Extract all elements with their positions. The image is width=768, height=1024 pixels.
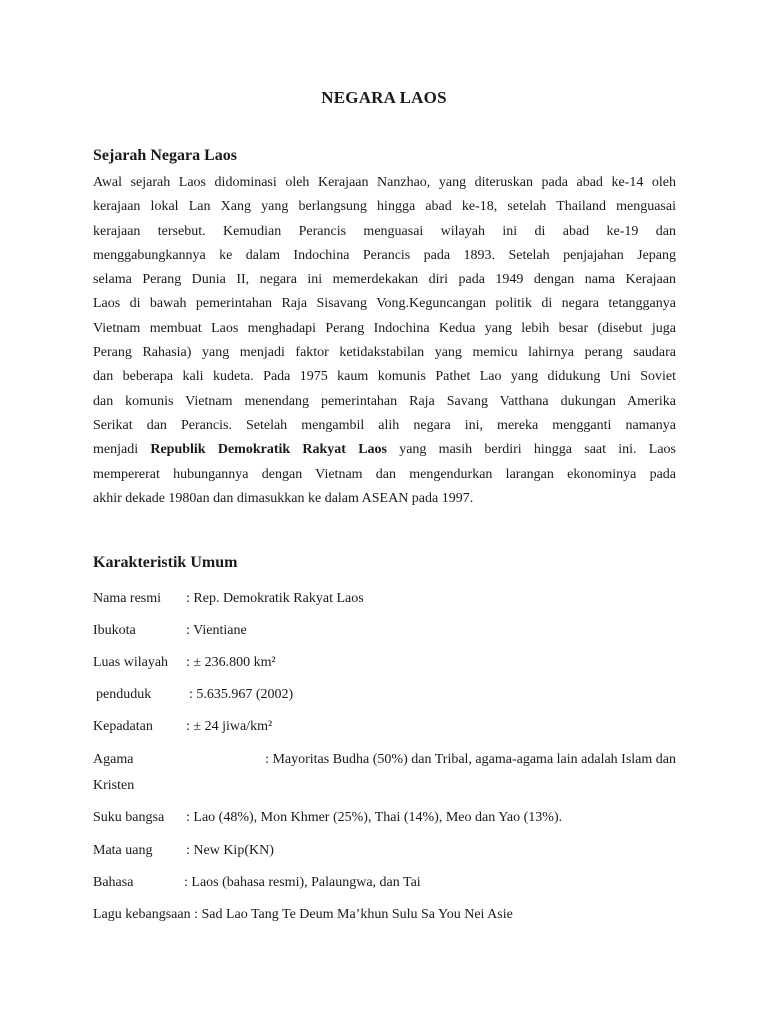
info-row-density xyxy=(93,717,272,737)
info-value: : New Kip(KN) xyxy=(186,843,274,858)
republic-name-bold: Republik Demokratik Rakyat Laos xyxy=(150,442,387,458)
paragraph-line: Serikat dan Perancis. Setelah mengambil alih negara ini, mereka mengganti namanya xyxy=(93,417,676,433)
line-suffix: yang masih berdiri hingga saat ini. Laos xyxy=(386,442,676,458)
info-value: : Sad Lao Tang Te Deum Ma’khun Sulu Sa You Nei Asie xyxy=(190,907,513,922)
paragraph-line: Awal sejarah Laos didominasi oleh Kerajaan Nanzhao, yang diteruskan pada abad ke-14 oleh xyxy=(93,175,676,190)
religion-continuation: Kristen xyxy=(93,778,135,793)
info-label: Mata uang xyxy=(93,843,153,858)
info-label: Agama xyxy=(93,752,134,767)
paragraph-line: Vietnam membuat Laos menghadapi Perang Indochina Kedua yang lebih besar (disebut juga xyxy=(93,320,676,336)
info-row-ethnic-groups xyxy=(93,808,562,828)
info-row-language xyxy=(93,873,421,893)
info-label: Luas wilayah xyxy=(93,655,169,670)
info-value: : Lao (48%), Mon Khmer (25%), Thai (14%), Meo dan Yao (13%). xyxy=(186,810,563,825)
info-row-anthem xyxy=(93,905,513,925)
history-heading: Sejarah Negara Laos xyxy=(93,147,237,164)
document-title: NEGARA LAOS xyxy=(321,88,447,107)
info-row-currency xyxy=(93,841,274,861)
info-value: : ± 24 jiwa/km² xyxy=(186,719,273,734)
paragraph-line: menggabungkannya ke dalam Indochina Perancis pada 1893. Setelah penjajahan Jepang xyxy=(93,247,676,263)
paragraph-line-with-bold xyxy=(93,438,676,462)
paragraph-line: Laos di bawah pemerintahan Raja Sisavang Vong.Keguncangan politik di negara tetangganya xyxy=(93,296,676,312)
line-prefix: menjadi xyxy=(93,442,151,458)
info-value: : Vientiane xyxy=(186,623,247,638)
paragraph-line: dan komunis Vietnam menendang pemerintahan Raja Savang Vatthana dukungan Amerika xyxy=(93,393,676,409)
paragraph-line: akhir dekade 1980an dan dimasukkan ke dalam ASEAN pada 1997. xyxy=(93,490,474,506)
info-value: : 5.635.967 (2002) xyxy=(189,687,294,702)
paragraph-line: dan beberapa kali kudeta. Pada 1975 kaum komunis Pathet Lao yang didukung Uni Soviet xyxy=(93,369,676,385)
info-label: Bahasa xyxy=(93,875,134,890)
paragraph-line: Perang Rahasia) yang menjadi faktor ketidakstabilan yang memicu lahirnya perang saudara xyxy=(93,345,676,361)
info-row-area xyxy=(93,653,276,673)
info-label: penduduk xyxy=(96,687,152,702)
info-row-religion xyxy=(93,750,676,796)
info-label: Kepadatan xyxy=(93,719,153,734)
paragraph-line: kerajaan lokal Lan Xang yang berlangsung hingga abad ke-18, setelah Thailand menguasai xyxy=(93,199,676,215)
info-value: : Rep. Demokratik Rakyat Laos xyxy=(186,591,364,606)
characteristics-heading: Karakteristik Umum xyxy=(93,554,238,571)
info-row-official-name xyxy=(93,589,364,609)
info-row-capital xyxy=(93,621,247,641)
history-paragraph xyxy=(93,171,676,511)
paragraph-line: kerajaan tersebut. Kemudian Perancis menguasai wilayah ini di abad ke-19 dan xyxy=(93,223,676,239)
info-row-population xyxy=(96,685,293,705)
info-label: Ibukota xyxy=(93,623,136,638)
paragraph-line: mempererat hubungannya dengan Vietnam dan mengendurkan larangan ekonominya pada xyxy=(93,466,676,482)
religion-first-line xyxy=(93,750,676,770)
paragraph-line: selama Perang Dunia II, negara ini memerdekakan diri pada 1949 dengan nama Kerajaan xyxy=(93,272,676,288)
info-value: : ± 236.800 km² xyxy=(186,655,276,670)
info-label: Suku bangsa xyxy=(93,810,165,825)
info-value: : Laos (bahasa resmi), Palaungwa, dan Tai xyxy=(184,875,421,890)
info-value: : Mayoritas Budha (50%) dan Tribal, agama-agama lain adalah Islam dan xyxy=(265,752,676,767)
info-label: Nama resmi xyxy=(93,591,162,606)
info-label: Lagu kebangsaan xyxy=(93,907,191,922)
